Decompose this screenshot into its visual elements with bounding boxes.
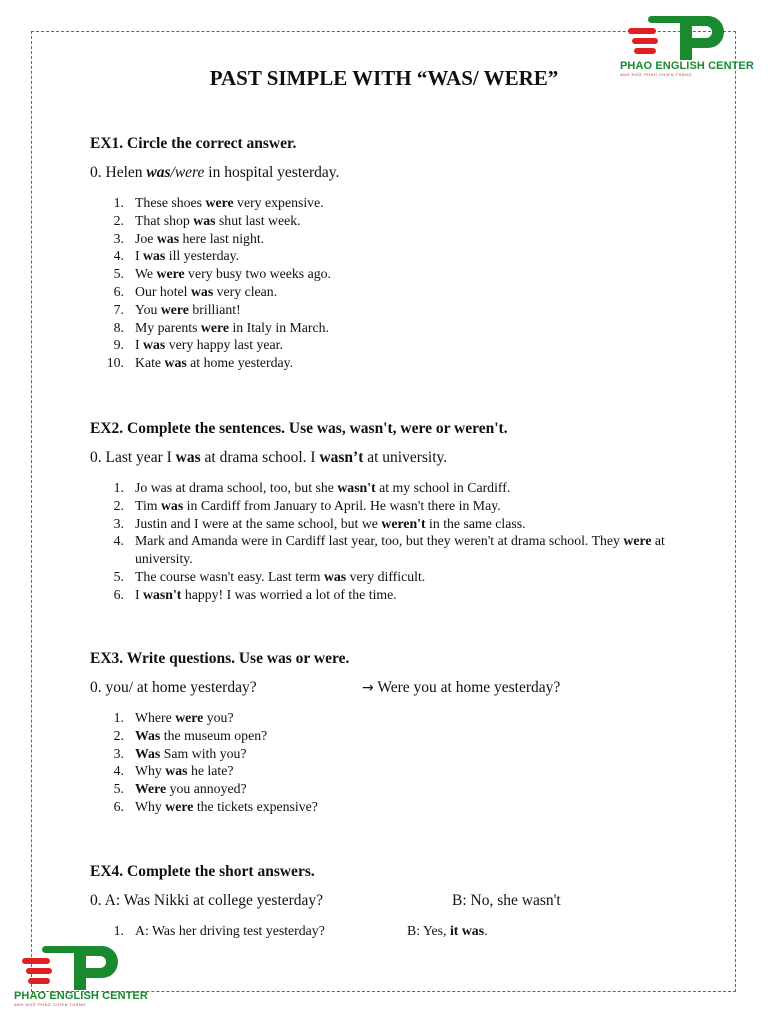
page-title: PAST SIMPLE WITH “WAS/ WERE” bbox=[209, 66, 559, 90]
item-number: 3. bbox=[113, 745, 124, 761]
item-number: 6. bbox=[113, 798, 124, 814]
answer-word: were bbox=[160, 301, 189, 317]
list-item: 5. We were very busy two weeks ago. bbox=[90, 265, 710, 283]
answer-word: was bbox=[193, 212, 216, 228]
item-number: 7. bbox=[113, 301, 124, 317]
answer-word: was bbox=[143, 248, 166, 264]
answer-word: was bbox=[190, 283, 214, 299]
list-item: 4. I was ill yesterday. bbox=[90, 247, 710, 265]
item-number: 5. bbox=[113, 266, 124, 282]
question-list bbox=[90, 479, 675, 604]
question-list bbox=[90, 922, 710, 940]
logo-bottom bbox=[14, 944, 154, 1007]
list-item: 7. You were brilliant! bbox=[90, 301, 710, 319]
list-item: 5. Were you annoyed? bbox=[90, 780, 710, 798]
phao-logo-icon bbox=[620, 14, 760, 60]
answer-word: was bbox=[323, 568, 347, 584]
list-item: 1. A: Was her driving test yesterday? B: Yes, it was. bbox=[113, 923, 488, 938]
item-number: 2. bbox=[113, 497, 124, 513]
answer-word: was bbox=[156, 230, 180, 246]
item-number: 10. bbox=[106, 355, 124, 371]
answer-word: were bbox=[165, 798, 194, 814]
answer-word: was bbox=[164, 355, 187, 371]
exercise-heading: EX3. Write questions. Use was or were. bbox=[90, 650, 350, 667]
logo-tagline: ANH NGỮ PHAO CHIẾN THẮNG bbox=[14, 1002, 87, 1007]
item-number: 6. bbox=[113, 283, 124, 299]
item-number: 6. bbox=[113, 586, 124, 602]
list-item: 1. These shoes were very expensive. bbox=[90, 194, 710, 212]
list-item: 6. Why were the tickets expensive? bbox=[90, 798, 710, 816]
answer-word: were bbox=[200, 319, 229, 335]
question-list bbox=[90, 194, 710, 372]
logo-name: PHAO ENGLISH CENTER bbox=[620, 60, 754, 72]
answer-word: were bbox=[175, 710, 204, 725]
list-item: 9. I was very happy last year. bbox=[90, 336, 710, 354]
list-item: 3. Joe was here last night. bbox=[90, 230, 710, 248]
item-number: 1. bbox=[113, 480, 124, 495]
logo-name: PHAO ENGLISH CENTER bbox=[14, 990, 148, 1002]
item-number: 3. bbox=[113, 515, 124, 531]
answer-word: were bbox=[205, 195, 234, 210]
answer-word: were bbox=[623, 533, 652, 549]
item-number: 4. bbox=[113, 533, 124, 549]
item-number: 5. bbox=[113, 781, 124, 797]
list-item: 4. Mark and Amanda were in Cardiff last year, too, but they weren't at drama school. They were at university. bbox=[90, 532, 675, 568]
arrow-right-icon: → bbox=[362, 680, 374, 696]
example-sentence: 0. Last year I was at drama school. I wasn’t at university. bbox=[90, 449, 448, 466]
answer-word: were bbox=[156, 266, 185, 282]
list-item: 1. Where were you? bbox=[90, 709, 710, 727]
exercise-heading: EX1. Circle the correct answer. bbox=[90, 135, 297, 152]
answer-word: was bbox=[160, 497, 184, 513]
exercise-2 bbox=[90, 420, 710, 604]
list-item: 10. Kate was at home yesterday. bbox=[90, 354, 710, 372]
item-number: 1. bbox=[113, 710, 124, 725]
item-number: 4. bbox=[113, 248, 124, 264]
answer-word: wasn't bbox=[337, 480, 376, 495]
item-number: 3. bbox=[113, 230, 124, 246]
exercise-heading: EX2. Complete the sentences. Use was, wasn't, were or weren't. bbox=[90, 420, 508, 437]
list-item: 8. My parents were in Italy in March. bbox=[90, 319, 710, 337]
list-item: 2. That shop was shut last week. bbox=[90, 212, 710, 230]
item-number: 2. bbox=[113, 212, 124, 228]
answer-word: wasn't bbox=[143, 586, 182, 602]
exercise-3 bbox=[90, 650, 710, 816]
list-item: 2. Was the museum open? bbox=[90, 727, 710, 745]
item-number: 4. bbox=[113, 763, 124, 779]
list-item: 3. Justin and I were at the same school, but we weren't in the same class. bbox=[90, 515, 675, 533]
logo-tagline: ANH NGỮ PHAO CHIẾN THẮNG bbox=[620, 72, 693, 77]
list-item: 2. Tim was in Cardiff from January to April. He wasn't there in May. bbox=[90, 497, 675, 515]
exercise-1 bbox=[90, 135, 710, 372]
exercise-4 bbox=[90, 863, 710, 940]
list-item: 5. The course wasn't easy. Last term was very difficult. bbox=[90, 568, 675, 586]
example-sentence: 0. Helen was/were in hospital yesterday. bbox=[90, 164, 340, 181]
list-item: 6. I wasn't happy! I was worried a lot of the time. bbox=[90, 586, 675, 604]
example-sentence: 0. A: Was Nikki at college yesterday? B: No, she wasn't bbox=[90, 892, 561, 909]
list-item: 6. Our hotel was very clean. bbox=[90, 283, 710, 301]
item-number: 9. bbox=[113, 337, 124, 353]
answer-word: Were bbox=[135, 781, 167, 797]
answer-word: Was bbox=[135, 727, 161, 743]
exercise-heading: EX4. Complete the short answers. bbox=[90, 863, 315, 880]
item-number: 2. bbox=[113, 727, 124, 743]
answer-word: Was bbox=[135, 745, 161, 761]
list-item: 1. Jo was at drama school, too, but she wasn't at my school in Cardiff. bbox=[90, 479, 675, 497]
item-number: 8. bbox=[113, 319, 124, 335]
list-item: 3. Was Sam with you? bbox=[90, 745, 710, 763]
list-item: 4. Why was he late? bbox=[90, 762, 710, 780]
answer-word: weren't bbox=[381, 515, 426, 531]
item-number: 1. bbox=[113, 195, 124, 210]
example-sentence: 0. you/ at home yesterday? → Were you at home yesterday? bbox=[90, 679, 561, 696]
phao-logo-icon bbox=[14, 944, 154, 990]
answer-word: was bbox=[165, 763, 188, 779]
item-number: 5. bbox=[113, 568, 124, 584]
answer-word: was bbox=[143, 337, 166, 353]
question-list bbox=[90, 709, 710, 816]
